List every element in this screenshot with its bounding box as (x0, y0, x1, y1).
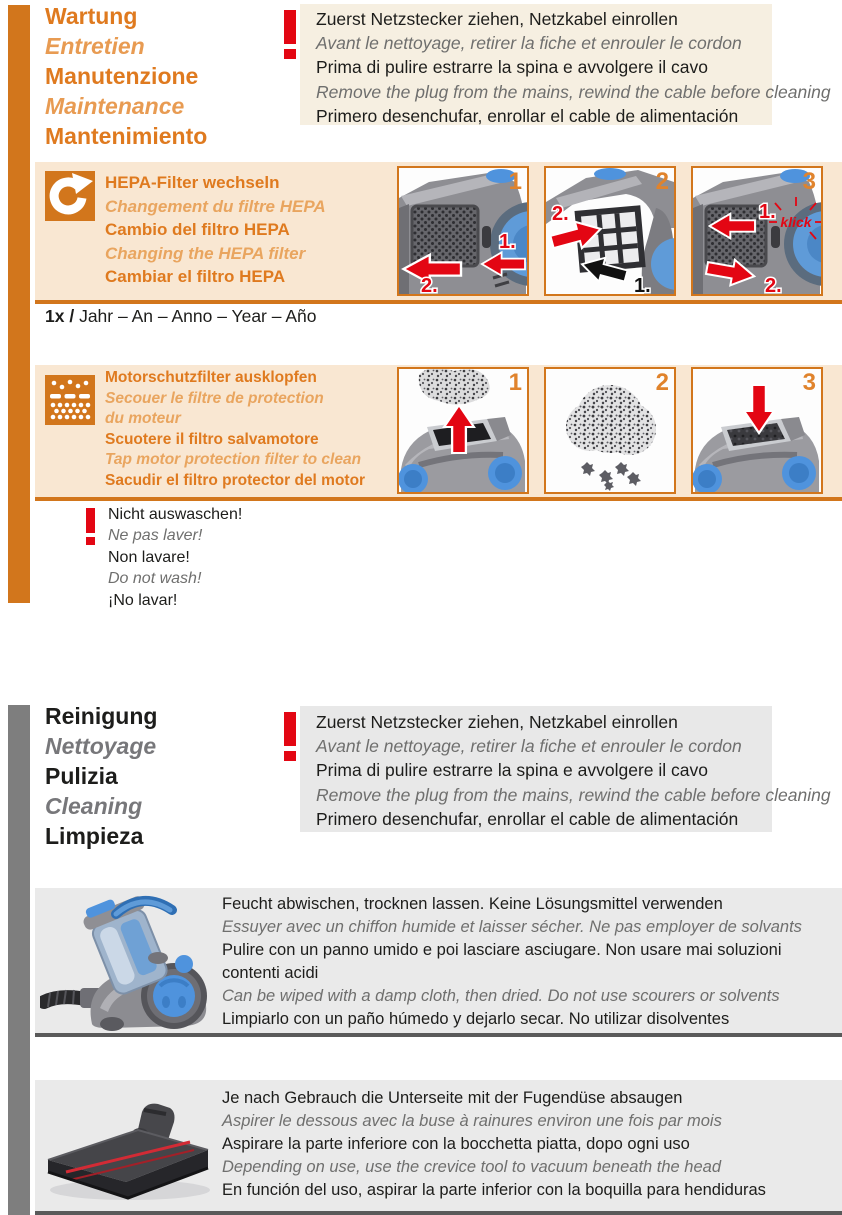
wipe-clean-text (222, 893, 837, 1031)
title-de: Reinigung (45, 703, 158, 729)
vacuum-cleaner-photo (40, 890, 220, 1032)
nozzle-line-fr: Aspirer le dessous avec la buse à rainures environ une fois par mois (222, 1112, 722, 1130)
step-number: 3 (802, 168, 816, 195)
hepa-line-de: HEPA-Filter wechseln (105, 173, 280, 192)
warning-line-fr: Avant le nettoyage, retirer la fiche et enrouler le cordon (316, 736, 742, 757)
hepa-step-photo-2 (544, 166, 676, 296)
motor-line-fr1: Secouer le filtre de protection (105, 389, 324, 407)
motor-filter-heading-block (105, 368, 390, 491)
nowash-fr: Ne pas laver! (108, 527, 203, 545)
warning-line-es: Primero desenchufar, enrollar el cable de alimentación (316, 105, 739, 126)
exclamation-icon (86, 508, 95, 545)
wipe-line-de: Feucht abwischen, trocknen lassen. Keine Lösungsmittel verwenden (222, 895, 723, 913)
motor-line-en: Tap motor protection filter to clean (105, 451, 362, 468)
hepa-heading-block (105, 171, 390, 289)
step-number: 2 (655, 168, 669, 195)
hepa-line-it: Cambio del filtro HEPA (105, 220, 290, 239)
motor-line-es: Sacudir el filtro protector del motor (105, 471, 366, 489)
step-label: 2. (421, 275, 438, 294)
motor-line-de: Motorschutzfilter ausklopfen (105, 369, 317, 386)
step-number: 1 (508, 168, 522, 195)
wipe-line-es: Limpiarlo con un paño húmedo y dejarlo secar. No utilizar disolventes (222, 1010, 730, 1028)
motor-step-photo-3 (691, 367, 823, 494)
title-en: Maintenance (45, 93, 185, 119)
warning-line-it: Prima di pulire estrarre la spina e avvolgere il cavo (316, 57, 708, 78)
step-label: 1. (634, 275, 651, 294)
nowash-en: Do not wash! (108, 570, 202, 588)
wipe-clean-section (35, 888, 842, 1037)
replace-circular-arrow-icon (45, 171, 95, 221)
title-en: Cleaning (45, 793, 143, 819)
step-label: 1. (499, 231, 516, 253)
wipe-line-fr: Essuyer avec un chiffon humide et laisser sécher. Ne pas employer de solvants (222, 918, 802, 936)
motor-step-photo-2 (544, 367, 676, 494)
step-label: 2. (765, 275, 782, 294)
wipe-line-it: Pulire con un panno umido e poi lasciare asciugare. Non usare mai soluzioni contenti acidi (222, 941, 782, 982)
cleaning-title-block (45, 701, 157, 851)
hepa-step-photo-3 (691, 166, 823, 296)
title-es: Limpieza (45, 823, 144, 849)
warning-line-de: Zuerst Netzstecker ziehen, Netzkabel einrollen (316, 712, 678, 732)
motor-filter-section (35, 365, 842, 501)
frequency-line (45, 306, 317, 327)
step-label: 2. (552, 203, 569, 225)
maintenance-title-block (45, 1, 207, 151)
warning-line-en: Remove the plug from the mains, rewind the cable before cleaning (316, 81, 831, 102)
warning-line-de: Zuerst Netzstecker ziehen, Netzkabel einrollen (316, 9, 678, 29)
klick-label: klick (780, 214, 812, 230)
nowash-de: Nicht auswaschen! (108, 506, 243, 523)
motor-step-photo-1 (397, 367, 529, 494)
dust-filter-icon (45, 375, 95, 425)
step-number: 3 (802, 369, 816, 396)
hepa-line-fr: Changement du filtre HEPA (105, 196, 326, 216)
exclamation-icon (284, 712, 296, 761)
title-fr: Entretien (45, 33, 145, 59)
title-it: Pulizia (45, 763, 118, 789)
nozzle-clean-text (222, 1087, 837, 1202)
warning-line-en: Remove the plug from the mains, rewind the cable before cleaning (316, 784, 831, 805)
cleaning-section-bar (8, 705, 30, 1215)
frequency-count: 1x / (45, 306, 75, 326)
step-number: 2 (655, 369, 669, 396)
nowash-it: Non lavare! (108, 548, 190, 566)
motor-line-it: Scuotere il filtro salvamotore (105, 430, 319, 448)
title-es: Mantenimiento (45, 123, 208, 149)
nozzle-line-de: Je nach Gebrauch die Unterseite mit der Fugendüse absaugen (222, 1089, 683, 1107)
hepa-filter-section (35, 162, 842, 304)
hepa-step-photo-1 (397, 166, 529, 296)
warning-line-es: Primero desenchufar, enrollar el cable de alimentación (316, 808, 739, 829)
motor-line-fr2: du moteur (105, 410, 181, 427)
step-number: 1 (508, 369, 522, 396)
floor-nozzle-photo (40, 1082, 220, 1207)
title-it: Manutenzione (45, 63, 199, 89)
title-de: Wartung (45, 3, 138, 29)
wipe-line-en: Can be wiped with a damp cloth, then dried. Do not use scourers or solvents (222, 987, 780, 1005)
warning-line-it: Prima di pulire estrarre la spina e avvolgere il cavo (316, 760, 708, 781)
nozzle-line-it: Aspirare la parte inferiore con la bocchetta piatta, dopo ogni uso (222, 1135, 690, 1153)
frequency-units: Jahr – An – Anno – Year – Año (79, 306, 317, 326)
exclamation-icon (284, 10, 296, 59)
title-fr: Nettoyage (45, 733, 157, 759)
nowash-es: ¡No lavar! (108, 591, 178, 609)
nozzle-clean-section (35, 1080, 842, 1215)
nozzle-line-es: En función del uso, aspirar la parte inferior con la boquilla para hendiduras (222, 1181, 766, 1199)
hepa-line-en: Changing the HEPA filter (105, 243, 306, 263)
no-wash-block (108, 504, 242, 611)
maintenance-warning-text (316, 7, 831, 128)
hepa-line-es: Cambiar el filtro HEPA (105, 267, 286, 286)
step-label: 1. (759, 201, 776, 223)
cleaning-warning-text (316, 710, 831, 831)
warning-line-fr: Avant le nettoyage, retirer la fiche et enrouler le cordon (316, 33, 742, 54)
maintenance-section-bar (8, 5, 30, 603)
nozzle-line-en: Depending on use, use the crevice tool to vacuum beneath the head (222, 1158, 722, 1176)
